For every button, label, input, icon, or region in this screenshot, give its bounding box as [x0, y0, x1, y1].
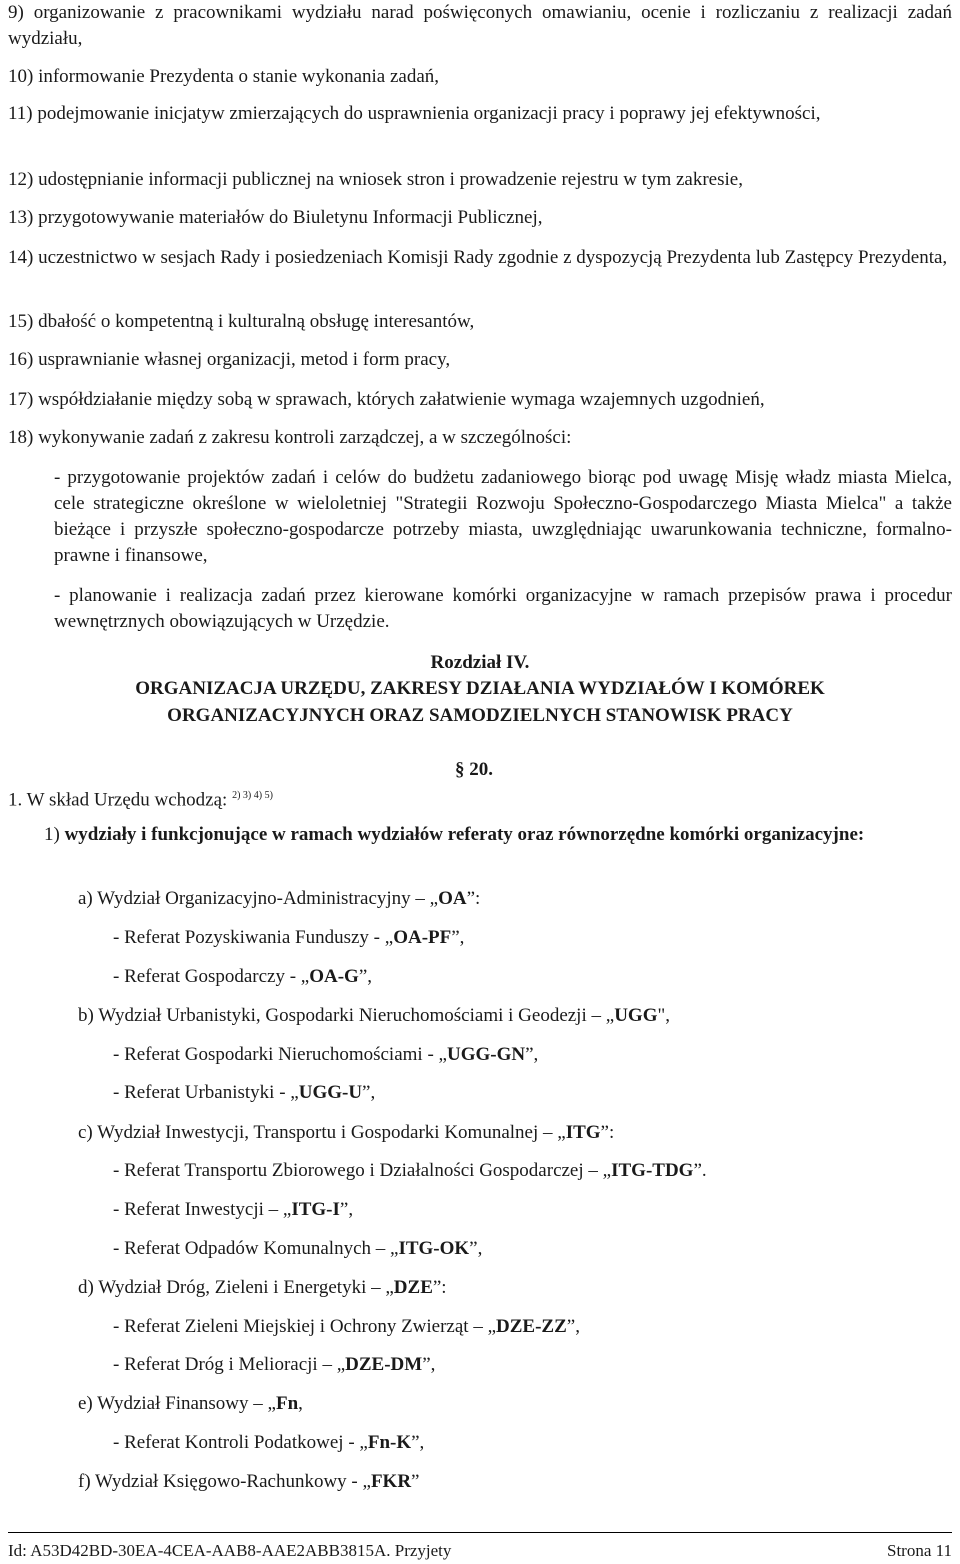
chapter-number: Rozdział IV. — [430, 652, 530, 673]
unit-code: ITG-OK — [398, 1238, 470, 1259]
section-item: - Referat Gospodarczy - „OA-G”, — [113, 966, 373, 987]
department-item: c) Wydział Inwestycji, Transportu i Gospodarki Komunalnej – „ITG”: — [78, 1122, 615, 1143]
unit-code: OA — [438, 888, 467, 909]
point-1: 1. W skład Urzędu wchodzą: $^{2) 3) 4) 5)}$ — [8, 789, 273, 811]
department-item: e) Wydział Finansowy – „Fn, — [78, 1393, 303, 1414]
unit-code: FKR — [370, 1471, 412, 1492]
unit-code: OA-G — [309, 966, 359, 987]
section-item: - Referat Transportu Zbiorowego i Działalności Gospodarczej – „ITG-TDG”. — [113, 1160, 707, 1181]
chapter-title-line-2: ORGANIZACYJNYCH ORAZ SAMODZIELNYCH STANOWISK PRACY — [167, 705, 793, 726]
footer-page-number: Strona 11 — [886, 1541, 952, 1560]
unit-code: OA-PF — [393, 927, 452, 948]
duty-item-14: 14) uczestnictwo w sesjach Rady i posiedzeniach Komisji Rady zgodnie z dyspozycją Prezydenta lub Zastępcy Prezydenta, — [8, 247, 948, 268]
footer-document-id: Id: A53D42BD-30EA-4CEA-AAB8-AAE2ABB3815A. Przyjety — [8, 1541, 452, 1560]
section-item: - Referat Kontroli Podatkowej - „Fn-K”, — [113, 1432, 425, 1453]
duty-item-9: 9) organizowanie z pracownikami wydziału narad poświęconych omawianiu, ocenie i rozliczaniu z realizacji zadań wydziału, — [8, 2, 952, 49]
subpoint-1: 1) wydziały i funkcjonujące w ramach wydziałów referaty oraz równorzędne komórki organizacyjne: — [44, 824, 865, 845]
duty-item-15: 15) dbałość o kompetentną i kulturalną obsługę interesantów, — [8, 311, 475, 332]
unit-code: Fn — [275, 1393, 299, 1414]
unit-code: Fn-K — [367, 1432, 412, 1453]
section-item: - Referat Urbanistyki - „UGG-U”, — [113, 1082, 376, 1103]
unit-code: ITG-I — [291, 1199, 340, 1220]
section-item: - Referat Zieleni Miejskiej i Ochrony Zwierząt – „DZE-ZZ”, — [113, 1316, 580, 1337]
section-item: - Referat Dróg i Melioracji – „DZE-DM”, — [113, 1354, 436, 1375]
chapter-title-line-1: ORGANIZACJA URZĘDU, ZAKRESY DZIAŁANIA WYDZIAŁÓW I KOMÓREK — [135, 678, 825, 699]
department-item: f) Wydział Księgowo-Rachunkowy - „FKR” — [78, 1471, 420, 1492]
section-sign: § — [455, 759, 465, 780]
section-item: - Referat Gospodarki Nieruchomościami - „UGG-GN”, — [113, 1044, 539, 1065]
section-number: 20. — [469, 759, 493, 780]
duty-item-17: 17) współdziałanie między sobą w sprawach, których załatwienie wymaga wzajemnych uzgodnień, — [8, 389, 765, 410]
control-dash-item-1: - przygotowanie projektów zadań i celów do budżetu zadaniowego biorąc pod uwagę Misję władz miasta Mielca, cele strategiczne określone w wieloletniej "Strategii Rozwoju Społeczno-Gospodarczego Miasta Mielca" a także bieżące i przyszłe społeczno-gospodarcze potrzeby miasta, uwzględniając uwarunkowania techniczne, formalno-prawne i finansowe, — [54, 467, 952, 566]
section-item: - Referat Odpadów Komunalnych – „ITG-OK”, — [113, 1238, 483, 1259]
footer-divider — [8, 1532, 952, 1533]
unit-code: DZE — [393, 1277, 433, 1298]
duty-item-10: 10) informowanie Prezydenta o stanie wykonania zadań, — [8, 66, 440, 87]
department-item: b) Wydział Urbanistyki, Gospodarki Nieruchomościami i Geodezji – „UGG", — [78, 1005, 670, 1026]
footnote-refs: 2) 3) 4) 5) — [232, 790, 273, 801]
section-heading — [455, 758, 493, 782]
duty-item-12: 12) udostępnianie informacji publicznej na wniosek stron i prowadzenie rejestru w tym zakresie, — [8, 169, 743, 190]
duty-item-11: 11) podejmowanie inicjatyw zmierzających do usprawnienia organizacji pracy i poprawy jej efektywności, — [8, 103, 821, 124]
duty-item-16: 16) usprawnianie własnej organizacji, metod i form pracy, — [8, 349, 451, 370]
unit-code: UGG — [614, 1005, 658, 1026]
unit-code: DZE-DM — [345, 1354, 423, 1375]
department-item: d) Wydział Dróg, Zieleni i Energetyki – „DZE”: — [78, 1277, 447, 1298]
unit-code: DZE-ZZ — [496, 1316, 567, 1337]
section-item: - Referat Pozyskiwania Funduszy - „OA-PF”, — [113, 927, 465, 948]
duty-item-18: 18) wykonywanie zadań z zakresu kontroli zarządczej, a w szczególności: — [8, 427, 572, 448]
control-dash-item-2: - planowanie i realizacja zadań przez kierowane komórki organizacyjne w ramach przepisów prawa i procedur wewnętrznych obowiązujących w Urzędzie. — [54, 585, 952, 632]
unit-code: ITG-TDG — [611, 1160, 694, 1181]
unit-code: UGG-GN — [446, 1044, 526, 1065]
department-item: a) Wydział Organizacyjno-Administracyjny – „OA”: — [78, 888, 481, 909]
duty-item-13: 13) przygotowywanie materiałów do Biuletynu Informacji Publicznej, — [8, 207, 543, 228]
section-item: - Referat Inwestycji – „ITG-I”, — [113, 1199, 354, 1220]
unit-code: ITG — [565, 1122, 601, 1143]
unit-code: UGG-U — [298, 1082, 363, 1103]
